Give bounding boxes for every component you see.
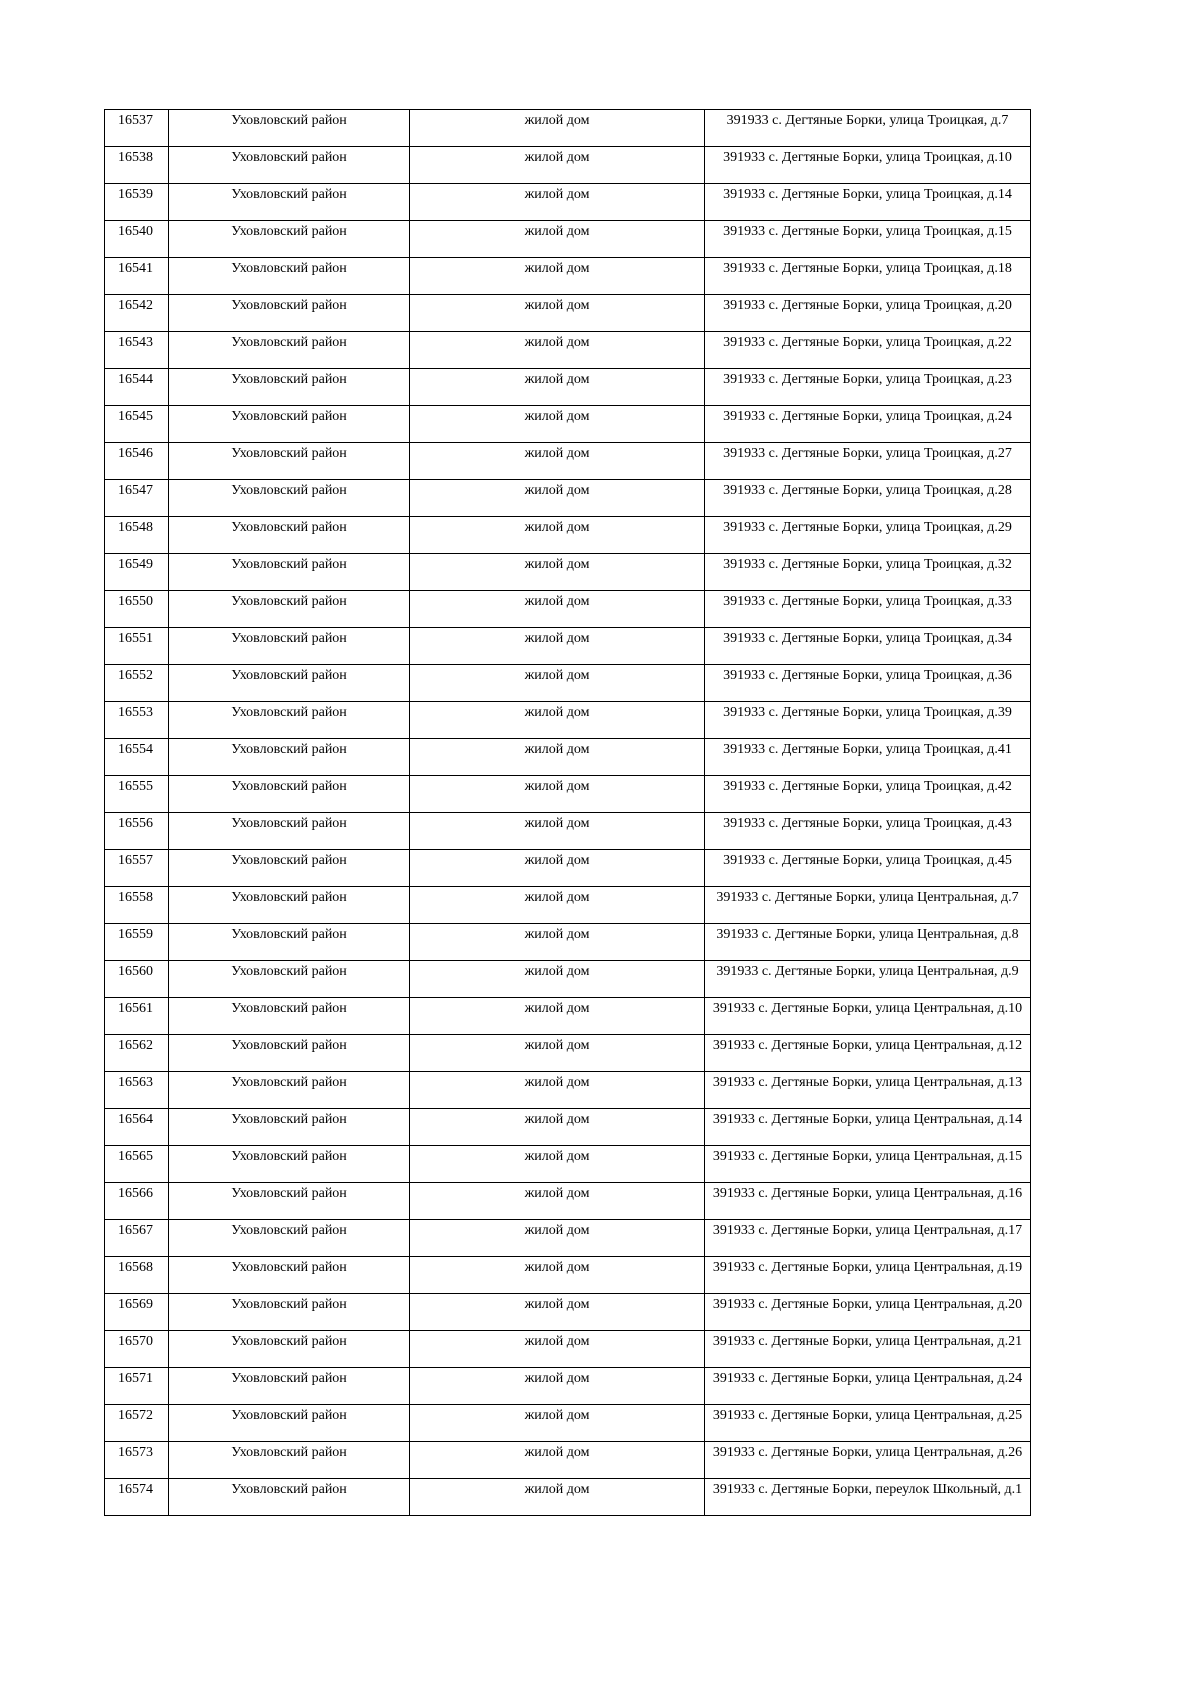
- district-name: Уховловский район: [169, 406, 410, 443]
- address: 391933 с. Дегтяные Борки, улица Центральная, д.13: [705, 1072, 1031, 1109]
- object-type: жилой дом: [410, 1479, 705, 1516]
- table-row: [105, 295, 1031, 332]
- district-name: Уховловский район: [169, 1257, 410, 1294]
- record-number: 16551: [105, 628, 169, 665]
- record-number: 16570: [105, 1331, 169, 1368]
- object-type: жилой дом: [410, 739, 705, 776]
- table-row: [105, 1109, 1031, 1146]
- object-type: жилой дом: [410, 147, 705, 184]
- object-type: жилой дом: [410, 1442, 705, 1479]
- address: 391933 с. Дегтяные Борки, улица Центральная, д.7: [705, 887, 1031, 924]
- district-name: Уховловский район: [169, 813, 410, 850]
- address: 391933 с. Дегтяные Борки, улица Троицкая, д.42: [705, 776, 1031, 813]
- table-row: [105, 369, 1031, 406]
- object-type: жилой дом: [410, 406, 705, 443]
- address: 391933 с. Дегтяные Борки, улица Троицкая, д.7: [705, 110, 1031, 147]
- table-row: [105, 1479, 1031, 1516]
- object-type: жилой дом: [410, 591, 705, 628]
- object-type: жилой дом: [410, 554, 705, 591]
- address: 391933 с. Дегтяные Борки, улица Троицкая, д.41: [705, 739, 1031, 776]
- object-type: жилой дом: [410, 258, 705, 295]
- table-row: [105, 591, 1031, 628]
- district-name: Уховловский район: [169, 1368, 410, 1405]
- district-name: Уховловский район: [169, 369, 410, 406]
- table-row: [105, 184, 1031, 221]
- address: 391933 с. Дегтяные Борки, улица Троицкая, д.36: [705, 665, 1031, 702]
- address: 391933 с. Дегтяные Борки, улица Центральная, д.25: [705, 1405, 1031, 1442]
- record-number: 16569: [105, 1294, 169, 1331]
- district-name: Уховловский район: [169, 1220, 410, 1257]
- table-row: [105, 776, 1031, 813]
- district-name: Уховловский район: [169, 1035, 410, 1072]
- record-number: 16561: [105, 998, 169, 1035]
- record-number: 16539: [105, 184, 169, 221]
- object-type: жилой дом: [410, 332, 705, 369]
- address: 391933 с. Дегтяные Борки, улица Центральная, д.8: [705, 924, 1031, 961]
- address: 391933 с. Дегтяные Борки, улица Троицкая, д.14: [705, 184, 1031, 221]
- record-number: 16547: [105, 480, 169, 517]
- table-row: [105, 406, 1031, 443]
- table-row: [105, 1072, 1031, 1109]
- record-number: 16557: [105, 850, 169, 887]
- object-type: жилой дом: [410, 369, 705, 406]
- address: 391933 с. Дегтяные Борки, улица Троицкая, д.32: [705, 554, 1031, 591]
- address: 391933 с. Дегтяные Борки, улица Центральная, д.24: [705, 1368, 1031, 1405]
- address: 391933 с. Дегтяные Борки, улица Троицкая, д.18: [705, 258, 1031, 295]
- object-type: жилой дом: [410, 665, 705, 702]
- district-name: Уховловский район: [169, 591, 410, 628]
- address: 391933 с. Дегтяные Борки, улица Троицкая, д.43: [705, 813, 1031, 850]
- district-name: Уховловский район: [169, 1294, 410, 1331]
- record-number: 16574: [105, 1479, 169, 1516]
- district-name: Уховловский район: [169, 1183, 410, 1220]
- object-type: жилой дом: [410, 295, 705, 332]
- table-row: [105, 628, 1031, 665]
- district-name: Уховловский район: [169, 221, 410, 258]
- record-number: 16538: [105, 147, 169, 184]
- address: 391933 с. Дегтяные Борки, улица Центральная, д.9: [705, 961, 1031, 998]
- district-name: Уховловский район: [169, 702, 410, 739]
- record-number: 16566: [105, 1183, 169, 1220]
- object-type: жилой дом: [410, 1368, 705, 1405]
- district-name: Уховловский район: [169, 517, 410, 554]
- object-type: жилой дом: [410, 1257, 705, 1294]
- district-name: Уховловский район: [169, 1442, 410, 1479]
- district-name: Уховловский район: [169, 1109, 410, 1146]
- object-type: жилой дом: [410, 961, 705, 998]
- object-type: жилой дом: [410, 776, 705, 813]
- district-name: Уховловский район: [169, 1405, 410, 1442]
- object-type: жилой дом: [410, 887, 705, 924]
- object-type: жилой дом: [410, 702, 705, 739]
- record-number: 16567: [105, 1220, 169, 1257]
- object-type: жилой дом: [410, 1183, 705, 1220]
- object-type: жилой дом: [410, 443, 705, 480]
- housing-registry-table: [104, 109, 1031, 1516]
- district-name: Уховловский район: [169, 295, 410, 332]
- district-name: Уховловский район: [169, 924, 410, 961]
- record-number: 16573: [105, 1442, 169, 1479]
- district-name: Уховловский район: [169, 184, 410, 221]
- table-row: [105, 887, 1031, 924]
- address: 391933 с. Дегтяные Борки, улица Троицкая, д.34: [705, 628, 1031, 665]
- object-type: жилой дом: [410, 998, 705, 1035]
- table-row: [105, 739, 1031, 776]
- address: 391933 с. Дегтяные Борки, улица Троицкая, д.45: [705, 850, 1031, 887]
- district-name: Уховловский район: [169, 1331, 410, 1368]
- record-number: 16555: [105, 776, 169, 813]
- record-number: 16556: [105, 813, 169, 850]
- record-number: 16537: [105, 110, 169, 147]
- table-row: [105, 258, 1031, 295]
- table-row: [105, 665, 1031, 702]
- record-number: 16568: [105, 1257, 169, 1294]
- record-number: 16565: [105, 1146, 169, 1183]
- object-type: жилой дом: [410, 813, 705, 850]
- table-row: [105, 1331, 1031, 1368]
- object-type: жилой дом: [410, 1405, 705, 1442]
- district-name: Уховловский район: [169, 739, 410, 776]
- table-row: [105, 147, 1031, 184]
- address: 391933 с. Дегтяные Борки, улица Троицкая, д.24: [705, 406, 1031, 443]
- registry-table-body: [105, 110, 1031, 1516]
- district-name: Уховловский район: [169, 998, 410, 1035]
- table-row: [105, 1405, 1031, 1442]
- table-row: [105, 1294, 1031, 1331]
- district-name: Уховловский район: [169, 850, 410, 887]
- object-type: жилой дом: [410, 1146, 705, 1183]
- record-number: 16571: [105, 1368, 169, 1405]
- record-number: 16549: [105, 554, 169, 591]
- table-row: [105, 554, 1031, 591]
- record-number: 16554: [105, 739, 169, 776]
- record-number: 16542: [105, 295, 169, 332]
- record-number: 16543: [105, 332, 169, 369]
- table-row: [105, 1220, 1031, 1257]
- table-row: [105, 1257, 1031, 1294]
- table-row: [105, 110, 1031, 147]
- record-number: 16562: [105, 1035, 169, 1072]
- object-type: жилой дом: [410, 1035, 705, 1072]
- table-row: [105, 1146, 1031, 1183]
- table-row: [105, 221, 1031, 258]
- district-name: Уховловский район: [169, 1146, 410, 1183]
- object-type: жилой дом: [410, 1220, 705, 1257]
- address: 391933 с. Дегтяные Борки, улица Центральная, д.19: [705, 1257, 1031, 1294]
- object-type: жилой дом: [410, 628, 705, 665]
- record-number: 16541: [105, 258, 169, 295]
- object-type: жилой дом: [410, 1109, 705, 1146]
- table-row: [105, 480, 1031, 517]
- address: 391933 с. Дегтяные Борки, улица Троицкая, д.33: [705, 591, 1031, 628]
- address: 391933 с. Дегтяные Борки, переулок Школьный, д.1: [705, 1479, 1031, 1516]
- record-number: 16559: [105, 924, 169, 961]
- address: 391933 с. Дегтяные Борки, улица Троицкая, д.39: [705, 702, 1031, 739]
- record-number: 16563: [105, 1072, 169, 1109]
- record-number: 16553: [105, 702, 169, 739]
- address: 391933 с. Дегтяные Борки, улица Троицкая, д.23: [705, 369, 1031, 406]
- record-number: 16544: [105, 369, 169, 406]
- record-number: 16558: [105, 887, 169, 924]
- address: 391933 с. Дегтяные Борки, улица Центральная, д.15: [705, 1146, 1031, 1183]
- district-name: Уховловский район: [169, 961, 410, 998]
- district-name: Уховловский район: [169, 1479, 410, 1516]
- table-row: [105, 850, 1031, 887]
- district-name: Уховловский район: [169, 443, 410, 480]
- record-number: 16545: [105, 406, 169, 443]
- district-name: Уховловский район: [169, 480, 410, 517]
- object-type: жилой дом: [410, 1072, 705, 1109]
- district-name: Уховловский район: [169, 887, 410, 924]
- district-name: Уховловский район: [169, 665, 410, 702]
- table-row: [105, 813, 1031, 850]
- district-name: Уховловский район: [169, 776, 410, 813]
- address: 391933 с. Дегтяные Борки, улица Центральная, д.21: [705, 1331, 1031, 1368]
- record-number: 16540: [105, 221, 169, 258]
- address: 391933 с. Дегтяные Борки, улица Троицкая, д.20: [705, 295, 1031, 332]
- table-row: [105, 1368, 1031, 1405]
- district-name: Уховловский район: [169, 628, 410, 665]
- table-row: [105, 998, 1031, 1035]
- object-type: жилой дом: [410, 480, 705, 517]
- record-number: 16572: [105, 1405, 169, 1442]
- record-number: 16550: [105, 591, 169, 628]
- address: 391933 с. Дегтяные Борки, улица Центральная, д.17: [705, 1220, 1031, 1257]
- object-type: жилой дом: [410, 1331, 705, 1368]
- table-row: [105, 443, 1031, 480]
- district-name: Уховловский район: [169, 110, 410, 147]
- object-type: жилой дом: [410, 184, 705, 221]
- record-number: 16560: [105, 961, 169, 998]
- record-number: 16546: [105, 443, 169, 480]
- address: 391933 с. Дегтяные Борки, улица Центральная, д.14: [705, 1109, 1031, 1146]
- district-name: Уховловский район: [169, 332, 410, 369]
- object-type: жилой дом: [410, 924, 705, 961]
- address: 391933 с. Дегтяные Борки, улица Центральная, д.16: [705, 1183, 1031, 1220]
- table-row: [105, 1035, 1031, 1072]
- address: 391933 с. Дегтяные Борки, улица Троицкая, д.10: [705, 147, 1031, 184]
- district-name: Уховловский район: [169, 147, 410, 184]
- record-number: 16548: [105, 517, 169, 554]
- object-type: жилой дом: [410, 1294, 705, 1331]
- table-row: [105, 1442, 1031, 1479]
- table-row: [105, 332, 1031, 369]
- district-name: Уховловский район: [169, 554, 410, 591]
- table-row: [105, 1183, 1031, 1220]
- table-row: [105, 517, 1031, 554]
- table-row: [105, 961, 1031, 998]
- address: 391933 с. Дегтяные Борки, улица Троицкая, д.27: [705, 443, 1031, 480]
- address: 391933 с. Дегтяные Борки, улица Троицкая, д.28: [705, 480, 1031, 517]
- address: 391933 с. Дегтяные Борки, улица Троицкая, д.22: [705, 332, 1031, 369]
- address: 391933 с. Дегтяные Борки, улица Центральная, д.10: [705, 998, 1031, 1035]
- table-row: [105, 702, 1031, 739]
- record-number: 16564: [105, 1109, 169, 1146]
- object-type: жилой дом: [410, 110, 705, 147]
- record-number: 16552: [105, 665, 169, 702]
- address: 391933 с. Дегтяные Борки, улица Троицкая, д.15: [705, 221, 1031, 258]
- object-type: жилой дом: [410, 517, 705, 554]
- address: 391933 с. Дегтяные Борки, улица Центральная, д.12: [705, 1035, 1031, 1072]
- address: 391933 с. Дегтяные Борки, улица Центральная, д.20: [705, 1294, 1031, 1331]
- district-name: Уховловский район: [169, 1072, 410, 1109]
- table-row: [105, 924, 1031, 961]
- district-name: Уховловский район: [169, 258, 410, 295]
- object-type: жилой дом: [410, 221, 705, 258]
- address: 391933 с. Дегтяные Борки, улица Центральная, д.26: [705, 1442, 1031, 1479]
- address: 391933 с. Дегтяные Борки, улица Троицкая, д.29: [705, 517, 1031, 554]
- object-type: жилой дом: [410, 850, 705, 887]
